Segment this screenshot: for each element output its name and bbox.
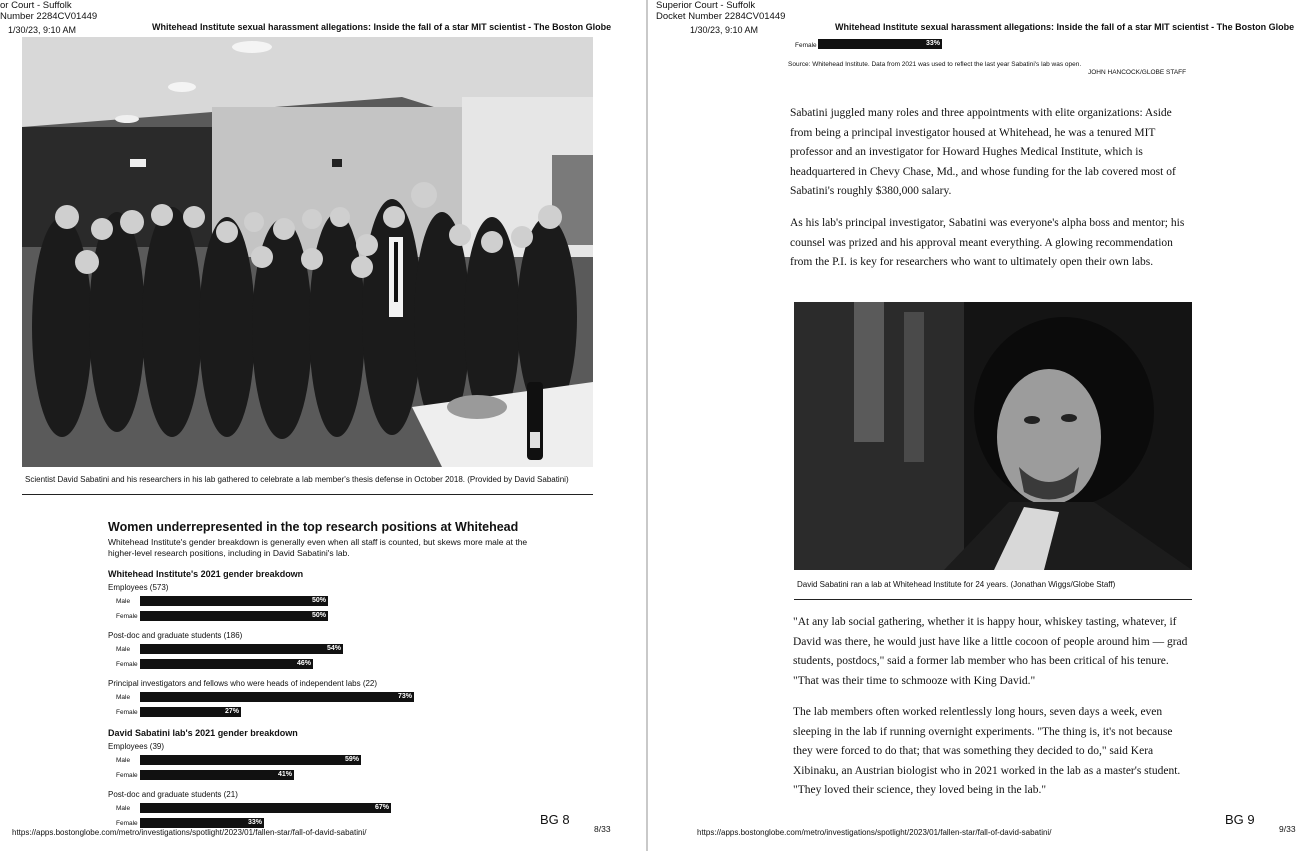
chart-group-label: Employees (573) (108, 583, 169, 592)
chart-credit: JOHN HANCOCK/GLOBE STAFF (1088, 69, 1187, 76)
bar-male-54: 54% (140, 644, 343, 654)
court-name: Superior Court - Suffolk (656, 0, 756, 11)
bar-label-male: Male (116, 598, 131, 605)
court-header (656, 0, 785, 22)
chart-subtitle: Whitehead Institute's gender breakdown is generally even when all staff is counted, but skews more male at the higher-level research positions, including in David Sabatini's lab. (108, 537, 528, 558)
left-page (0, 0, 645, 851)
sabatini-portrait-drawing (794, 302, 1192, 570)
exhibit-label: BG 8 (540, 812, 570, 827)
article-paragraph: The lab members often worked relentlessly long hours, seven days a week, even sleeping in the lab if running overnight experiments. "The thing is, it's not because they were forced to do that; that was something they decided to do," said Kera Xibinaku, an Austrian biologist who in 2021 worked in the lab as a master's student. "They loved their science, they loved being in the lab." (793, 706, 1181, 796)
bar-label-female: Female (795, 42, 817, 49)
court-header (0, 0, 97, 22)
exhibit-label: BG 9 (1225, 812, 1255, 827)
bar-label-female: Female (116, 772, 138, 779)
bar-label-male: Male (116, 805, 131, 812)
page-divider (646, 0, 648, 851)
chart-source-note: Source: Whitehead Institute. Data from 2021 was used to reflect the last year Sabatini's lab was open. (788, 61, 1082, 68)
chart-group-label: Employees (39) (108, 742, 165, 751)
caption-divider (794, 599, 1192, 600)
print-timestamp: 1/30/23, 9:10 AM (690, 25, 759, 35)
article-headline: Whitehead Institute sexual harassment allegations: Inside the fall of a star MIT scientist - The Boston Globe (152, 22, 612, 32)
article-url: https://apps.bostonglobe.com/metro/investigations/spotlight/2023/01/fallen-star/fall-of-david-sabatini/ (697, 828, 1052, 837)
chart-group-label: Principal investigators and fellows who were heads of independent labs (22) (108, 679, 378, 688)
chart-group-label: Post-doc and graduate students (21) (108, 790, 238, 799)
article-url: https://apps.bostonglobe.com/metro/investigations/spotlight/2023/01/fallen-star/fall-of-david-sabatini/ (12, 828, 367, 837)
bar-label-male: Male (116, 757, 131, 764)
court-name: or Court - Suffolk (0, 0, 72, 11)
sabatini-portrait-photo (794, 302, 1192, 570)
bar-female-27: 27% (140, 707, 241, 717)
bar-female-46: 46% (140, 659, 313, 669)
article-headline: Whitehead Institute sexual harassment allegations: Inside the fall of a star MIT scientist - The Boston Globe (835, 22, 1295, 32)
photo-caption: Scientist David Sabatini and his researchers in his lab gathered to celebrate a lab member's thesis defense in October 2018. (Provided by David Sabatini) (25, 475, 569, 484)
bar-female-33: 33% (818, 39, 942, 49)
bar-female-41: 41% (140, 770, 294, 780)
bar-male-73: 73% (140, 692, 414, 702)
bar-label-female: Female (116, 709, 138, 716)
photo-caption: David Sabatini ran a lab at Whitehead Institute for 24 years. (Jonathan Wiggs/Globe Staff) (797, 580, 1116, 589)
chart-section-heading: David Sabatini lab's 2021 gender breakdown (108, 728, 298, 738)
lab-group-photo-drawing (22, 37, 593, 467)
lab-group-photo (22, 37, 593, 467)
article-paragraph: "At any lab social gathering, whether it is happy hour, whiskey tasting, whatever, if David was there, he would just have like a little cocoon of people around him — grad students, postdocs," said a former lab member who has been critical of his tenure. "That was their time to schmooze with King David." (793, 616, 1188, 687)
docket-number: Number 2284CV01449 (0, 11, 98, 22)
bar-male-50: 50% (140, 596, 328, 606)
bar-label-female: Female (116, 661, 138, 668)
article-paragraph: As his lab's principal investigator, Sabatini was everyone's alpha boss and mentor; his counsel was prized and his approval meant everything. A glowing recommendation from the P.I. is key for researchers who want to ultimately open their own labs. (790, 217, 1185, 268)
bar-female-33: 33% (140, 818, 264, 828)
caption-divider (22, 494, 593, 495)
bar-label-male: Male (116, 694, 131, 701)
bar-label-female: Female (116, 820, 138, 827)
bar-male-59: 59% (140, 755, 361, 765)
bar-label-male: Male (116, 646, 131, 653)
page-number: 8/33 (594, 824, 611, 834)
chart-section-heading: Whitehead Institute's 2021 gender breakdown (108, 569, 304, 579)
print-timestamp: 1/30/23, 9:10 AM (8, 25, 77, 35)
bar-label-female: Female (116, 613, 138, 620)
bar-female-50: 50% (140, 611, 328, 621)
page-number: 9/33 (1279, 824, 1296, 834)
chart-group-label: Post-doc and graduate students (186) (108, 631, 243, 640)
docket-number: Docket Number 2284CV01449 (656, 11, 786, 22)
article-paragraph: Sabatini juggled many roles and three appointments with elite organizations: Aside from being a principal investigator housed at Whitehead, he was a tenured MIT professor and an investigator for Howard Hughes Medical Institute, which is headquartered in Chevy Chase, Md., and whose funding for the lab covered most of Sabatini's roughly $380,000 salary. (790, 107, 1176, 197)
bar-male-67: 67% (140, 803, 391, 813)
chart-title: Women underrepresented in the top research positions at Whitehead (108, 520, 519, 534)
